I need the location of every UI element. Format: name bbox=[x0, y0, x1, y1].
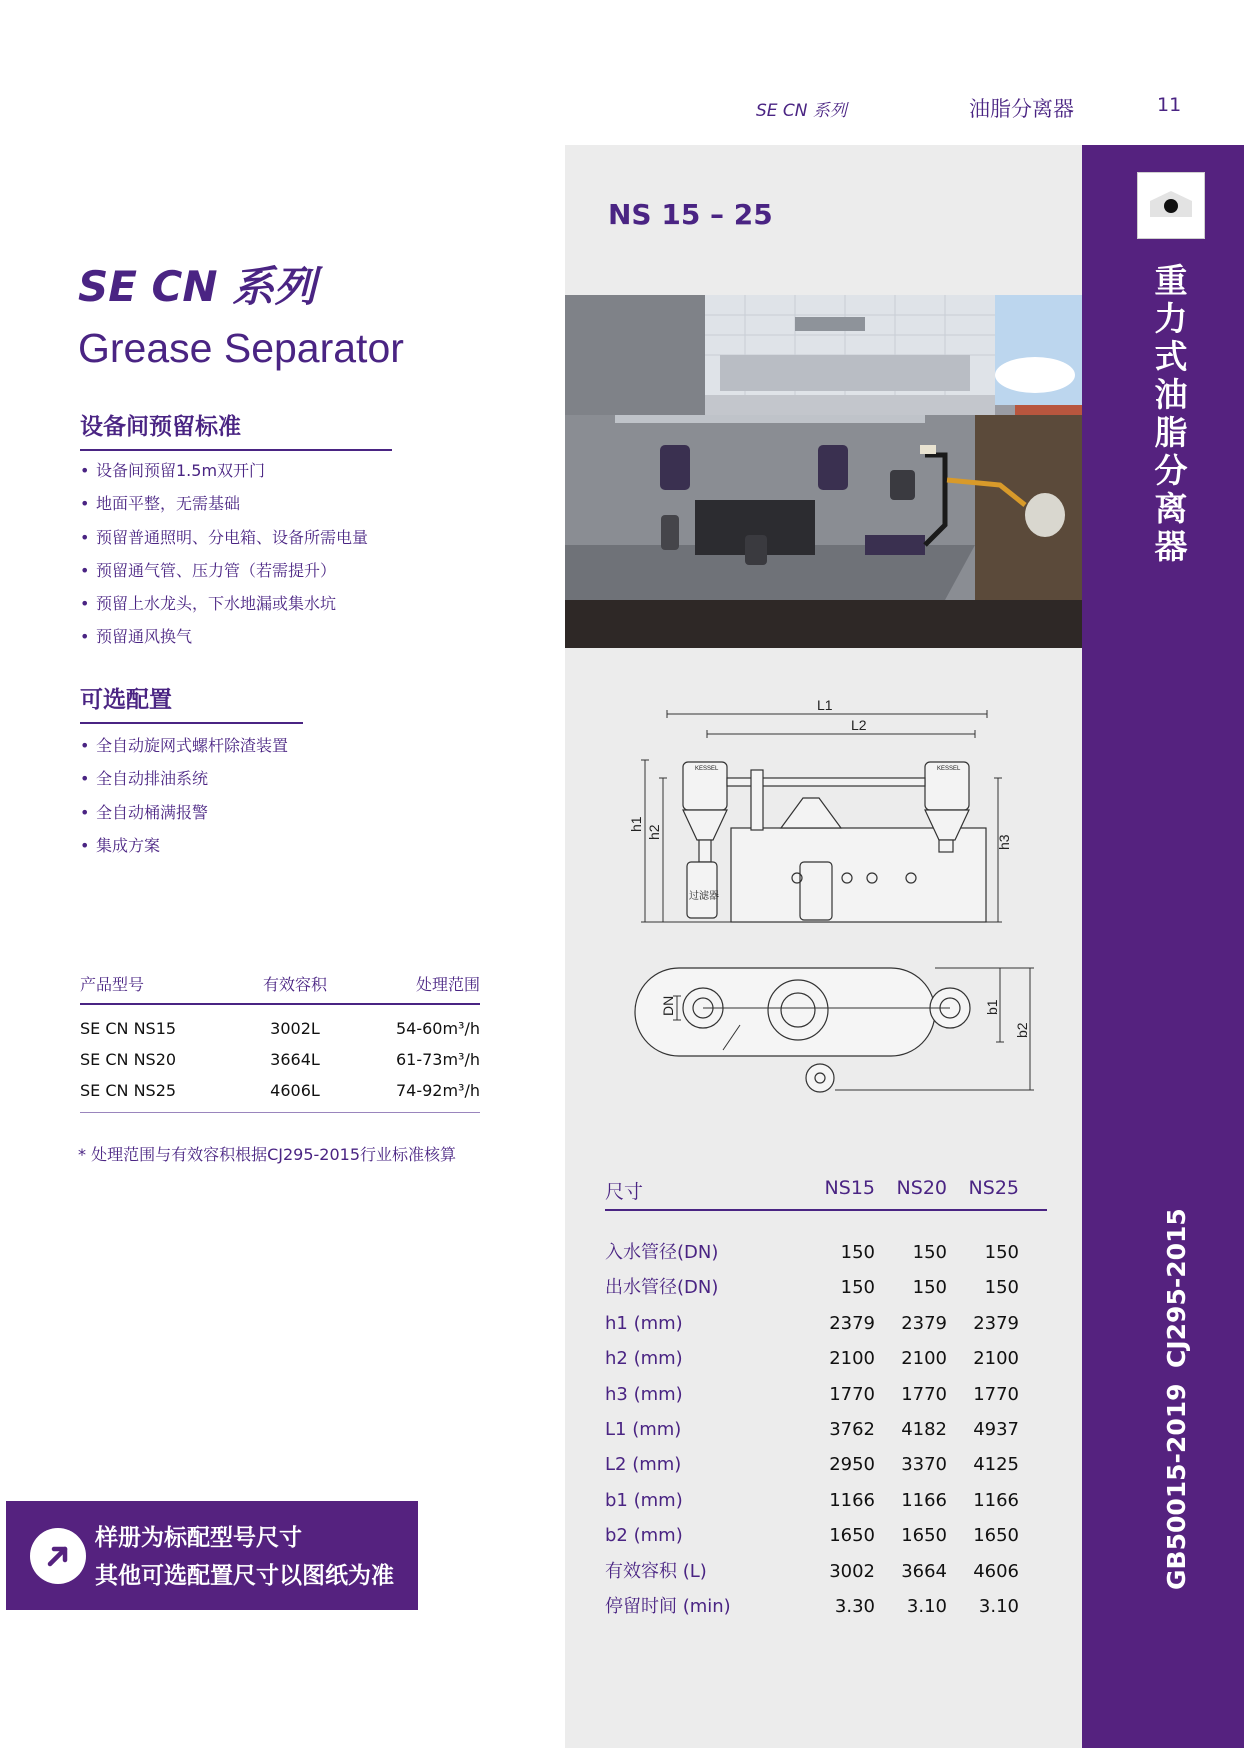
cell-ns20: 150 bbox=[912, 1277, 947, 1299]
model-table bbox=[80, 972, 480, 1113]
model-table-header bbox=[80, 972, 480, 1005]
cell-ns25: 3.10 bbox=[978, 1595, 1019, 1617]
cell-ns15: 150 bbox=[840, 1242, 875, 1263]
cell-ns20: 2379 bbox=[901, 1312, 947, 1334]
cell-ns25: 2100 bbox=[973, 1348, 1019, 1370]
cell-ns15: 2100 bbox=[829, 1348, 875, 1370]
page-subtitle: Grease Separator bbox=[78, 325, 404, 371]
cell-ns25: 4606 bbox=[973, 1560, 1019, 1582]
standard-gb50015: GB50015-2019 bbox=[1162, 1383, 1191, 1590]
section-heading-room-standards: 设备间预留标准 bbox=[80, 408, 392, 451]
cell-flow: 61-73m³/h bbox=[395, 1050, 480, 1069]
row-label: 有效容积 (L) bbox=[605, 1560, 707, 1582]
cell-ns15: 1650 bbox=[829, 1525, 875, 1547]
house-icon bbox=[1148, 189, 1194, 219]
row-label: b1 (mm) bbox=[605, 1489, 683, 1511]
section-heading-options: 可选配置 bbox=[80, 681, 303, 724]
cell-ns20: 4182 bbox=[901, 1418, 947, 1440]
cell-ns20: 3370 bbox=[901, 1454, 947, 1476]
cell-ns20: 1166 bbox=[901, 1489, 947, 1511]
row-label: 出水管径(DN) bbox=[605, 1277, 719, 1299]
cell-ns20: 3664 bbox=[901, 1560, 947, 1582]
list-item: • 预留通风换气 bbox=[80, 626, 368, 659]
standard-cj295: CJ295-2015 bbox=[1162, 1208, 1191, 1368]
row-label: 停留时间 (min) bbox=[605, 1595, 731, 1617]
table-row bbox=[605, 1554, 1047, 1589]
brand-label: KESSEL bbox=[695, 766, 719, 772]
table-row bbox=[605, 1306, 1047, 1341]
callout-text bbox=[95, 1519, 394, 1595]
header-ns20: NS20 bbox=[896, 1177, 947, 1199]
cell-ns25: 1166 bbox=[973, 1489, 1019, 1511]
cell-ns15: 3.30 bbox=[834, 1595, 875, 1617]
cell-ns20: 150 bbox=[912, 1242, 947, 1263]
cell-ns20: 3.10 bbox=[906, 1595, 947, 1617]
list-item: • 全自动桶满报警 bbox=[80, 802, 288, 835]
cell-ns25: 1770 bbox=[973, 1383, 1019, 1405]
cell-ns20: 1770 bbox=[901, 1383, 947, 1405]
table-row bbox=[80, 1075, 480, 1106]
table-row bbox=[605, 1377, 1047, 1412]
dim-label-L2: L2 bbox=[851, 717, 867, 733]
row-label: L2 (mm) bbox=[605, 1454, 682, 1476]
list-item: • 集成方案 bbox=[80, 835, 288, 868]
cell-ns15: 150 bbox=[840, 1277, 875, 1299]
cell-model: SE CN NS25 bbox=[80, 1081, 177, 1100]
list-item: • 预留普通照明、分电箱、设备所需电量 bbox=[80, 527, 368, 560]
row-label: L1 (mm) bbox=[605, 1418, 682, 1440]
cell-model: SE CN NS15 bbox=[80, 1019, 177, 1038]
cell-ns15: 1166 bbox=[829, 1489, 875, 1511]
filter-label: 过滤器 bbox=[689, 891, 719, 902]
page-title: SE CN 系列 bbox=[78, 262, 317, 311]
table-row bbox=[605, 1447, 1047, 1482]
table-row bbox=[605, 1589, 1047, 1624]
cell-ns15: 2950 bbox=[829, 1454, 875, 1476]
table-row bbox=[605, 1235, 1047, 1270]
arrow-up-right-icon bbox=[30, 1528, 86, 1584]
header-series: SE CN 系列 bbox=[756, 101, 847, 121]
cell-ns25: 150 bbox=[984, 1277, 1019, 1299]
logo-box bbox=[1137, 172, 1205, 239]
cell-ns25: 150 bbox=[984, 1242, 1019, 1263]
cell-model: SE CN NS20 bbox=[80, 1050, 177, 1069]
header-ns15: NS15 bbox=[824, 1177, 875, 1199]
header-dimension: 尺寸 bbox=[605, 1181, 644, 1203]
dim-label-b2: b2 bbox=[1014, 1022, 1030, 1038]
list-item: • 全自动排油系统 bbox=[80, 768, 288, 801]
cell-ns15: 1770 bbox=[829, 1383, 875, 1405]
row-label: h1 (mm) bbox=[605, 1312, 683, 1334]
cell-ns25: 4937 bbox=[973, 1418, 1019, 1440]
cell-ns25: 2379 bbox=[973, 1312, 1019, 1334]
header-volume: 有效容积 bbox=[262, 975, 327, 994]
installation-render-image bbox=[565, 295, 1082, 648]
table-row bbox=[605, 1483, 1047, 1518]
footnote: * 处理范围与有效容积根据CJ295-2015行业标准核算 bbox=[78, 1145, 457, 1164]
cell-volume: 3002L bbox=[270, 1019, 320, 1038]
table-row bbox=[605, 1270, 1047, 1305]
cell-ns20: 1650 bbox=[901, 1525, 947, 1547]
header-title: 油脂分离器 bbox=[969, 97, 1074, 121]
table-end-rule bbox=[80, 1112, 480, 1113]
room-standards-list bbox=[80, 460, 368, 660]
list-item: • 预留通气管、压力管（若需提升） bbox=[80, 560, 368, 593]
list-item: • 预留上水龙头，下水地漏或集水坑 bbox=[80, 593, 368, 626]
list-item: • 全自动旋网式螺杆除渣装置 bbox=[80, 735, 288, 768]
cell-volume: 4606L bbox=[270, 1081, 320, 1100]
dim-label-h3: h3 bbox=[996, 834, 1012, 850]
model-range-title: NS 15 – 25 bbox=[608, 198, 773, 231]
cell-ns20: 2100 bbox=[901, 1348, 947, 1370]
dim-label-DN: DN bbox=[660, 995, 676, 1016]
side-title: 重力式油脂分离器 bbox=[1154, 261, 1188, 566]
callout-line1: 样册为标配型号尺寸 bbox=[95, 1525, 302, 1551]
dim-label-h1: h1 bbox=[628, 816, 644, 832]
row-label: h3 (mm) bbox=[605, 1383, 683, 1405]
row-label: b2 (mm) bbox=[605, 1525, 683, 1547]
table-row bbox=[80, 1013, 480, 1044]
dim-label-h2: h2 bbox=[646, 824, 662, 840]
technical-drawing bbox=[605, 690, 1045, 1100]
cell-ns25: 4125 bbox=[973, 1454, 1019, 1476]
list-item: • 设备间预留1.5m双开门 bbox=[80, 460, 368, 493]
row-label: 入水管径(DN) bbox=[605, 1242, 719, 1263]
dim-label-b1: b1 bbox=[984, 999, 1000, 1015]
cell-ns25: 1650 bbox=[973, 1525, 1019, 1547]
dim-label-L1: L1 bbox=[817, 697, 833, 713]
cell-ns15: 3002 bbox=[829, 1560, 875, 1582]
list-item: • 地面平整，无需基础 bbox=[80, 493, 368, 526]
table-row bbox=[80, 1044, 480, 1075]
dimension-table-header bbox=[605, 1177, 1047, 1211]
dimension-table bbox=[605, 1177, 1047, 1624]
callout-banner bbox=[6, 1501, 418, 1610]
options-list bbox=[80, 735, 288, 868]
header-model: 产品型号 bbox=[80, 975, 145, 994]
cell-flow: 74-92m³/h bbox=[395, 1081, 480, 1100]
cell-volume: 3664L bbox=[270, 1050, 320, 1069]
cell-ns15: 3762 bbox=[829, 1418, 875, 1440]
cell-ns15: 2379 bbox=[829, 1312, 875, 1334]
callout-line2: 其他可选配置尺寸以图纸为准 bbox=[95, 1563, 394, 1589]
cell-flow: 54-60m³/h bbox=[395, 1019, 480, 1038]
table-row bbox=[605, 1412, 1047, 1447]
brand-label: KESSEL bbox=[937, 766, 961, 772]
page-number: 11 bbox=[1157, 94, 1182, 116]
header-ns25: NS25 bbox=[968, 1177, 1019, 1199]
header-flow: 处理范围 bbox=[415, 975, 480, 994]
row-label: h2 (mm) bbox=[605, 1348, 683, 1370]
table-row bbox=[605, 1341, 1047, 1376]
table-row bbox=[605, 1518, 1047, 1553]
